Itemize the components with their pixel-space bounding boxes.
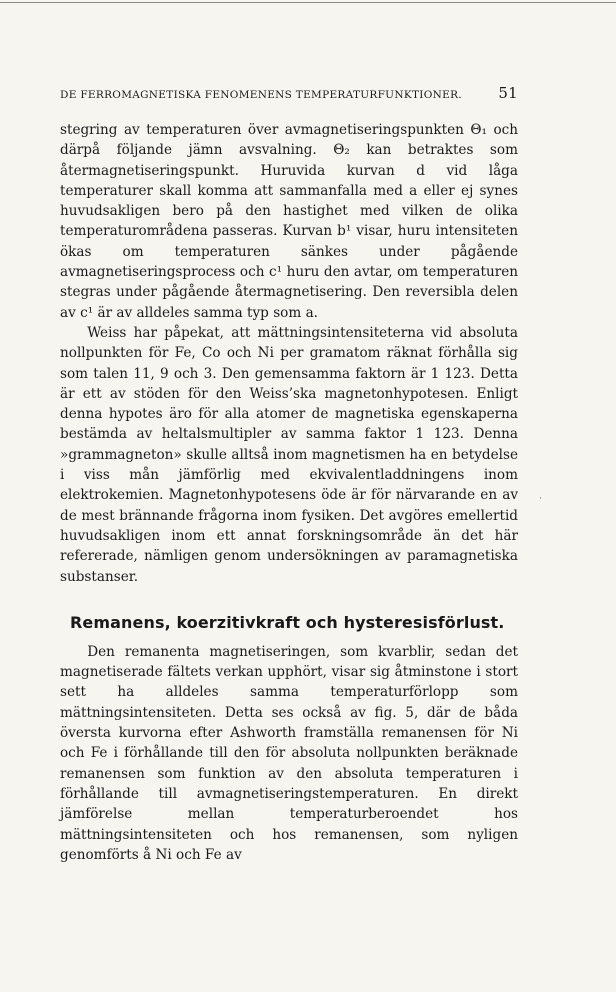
margin-mark: ·	[539, 494, 542, 504]
page-edge-line	[0, 2, 616, 3]
running-header	[60, 84, 518, 102]
paragraph-3: Den remanenta magnetiseringen, som kvarblir, sedan det magnetiserade fältets verkan upphört, visar sig åtminstone i stort sett ha alldeles samma temperaturförlopp som mättningsintensiteten. Detta ses också av fig. 5, där de båda översta kurvorna efter Ashworth framställa remanensen för Ni och Fe i förhållande till den för absoluta nollpunkten beräknade remanensen som funktion av den absoluta temperaturen i förhållande till avmagnetiseringstemperaturen. En direkt jämförelse mellan temperaturberoendet hos mättningsintensiteten och hos remanensen, som nyligen genomförts å Ni och Fe av	[60, 643, 518, 863]
page-number: 51	[498, 84, 518, 102]
section-heading: Remanens, koerzitivkraft och hysteresisförlust.	[70, 612, 505, 632]
running-title: DE FERROMAGNETISKA FENOMENENS TEMPERATURFUNKTIONER.	[60, 89, 462, 101]
paragraph-2: Weiss har påpekat, att mättningsintensiteterna vid absoluta nollpunkten för Fe, Co och Ni per gramatom räknat förhålla sig som talen 11, 9 och 3. Den gemensamma faktorn är 1 123. Detta är ett av stöden för den Weiss’ska magnetonhypotesen. Enligt denna hypotes äro för alla atomer de magnetiska egenskaperna bestämda av heltalsmultipler av samma faktor 1 123. Denna »grammagneton» skulle alltså inom magnetismen ha en betydelse i viss mån jämförlig med ekvivalentladdningens inom elektrokemien. Magnetonhypotesens öde är för närvarande en av de mest brännande frågorna inom fysiken. Det avgöres emellertid huvudsakligen inom ett annat forskningsområde än det här refererade, nämligen genom undersökningen av paramagnetiska substanser.	[60, 324, 518, 585]
book-page	[60, 84, 518, 865]
paragraph-1: stegring av temperaturen över avmagnetiseringspunkten Θ₁ och därpå följande jämn avsvalning. Θ₂ kan betraktes som återmagnetiseringspunkt. Huruvida kurvan d vid låga temperaturer skall komma att sammanfalla med a eller ej synes huvudsakligen bero på den hastighet med vilken de olika temperaturområdena passeras. Kurvan b¹ visar, huru intensiteten ökas om temperaturen sänkes under pågående avmagnetiseringsprocess och c¹ huru den avtar, om temperaturen stegras under pågående återmagnetisering. Den reversibla delen av c¹ är av alldeles samma typ som a.	[60, 122, 518, 321]
